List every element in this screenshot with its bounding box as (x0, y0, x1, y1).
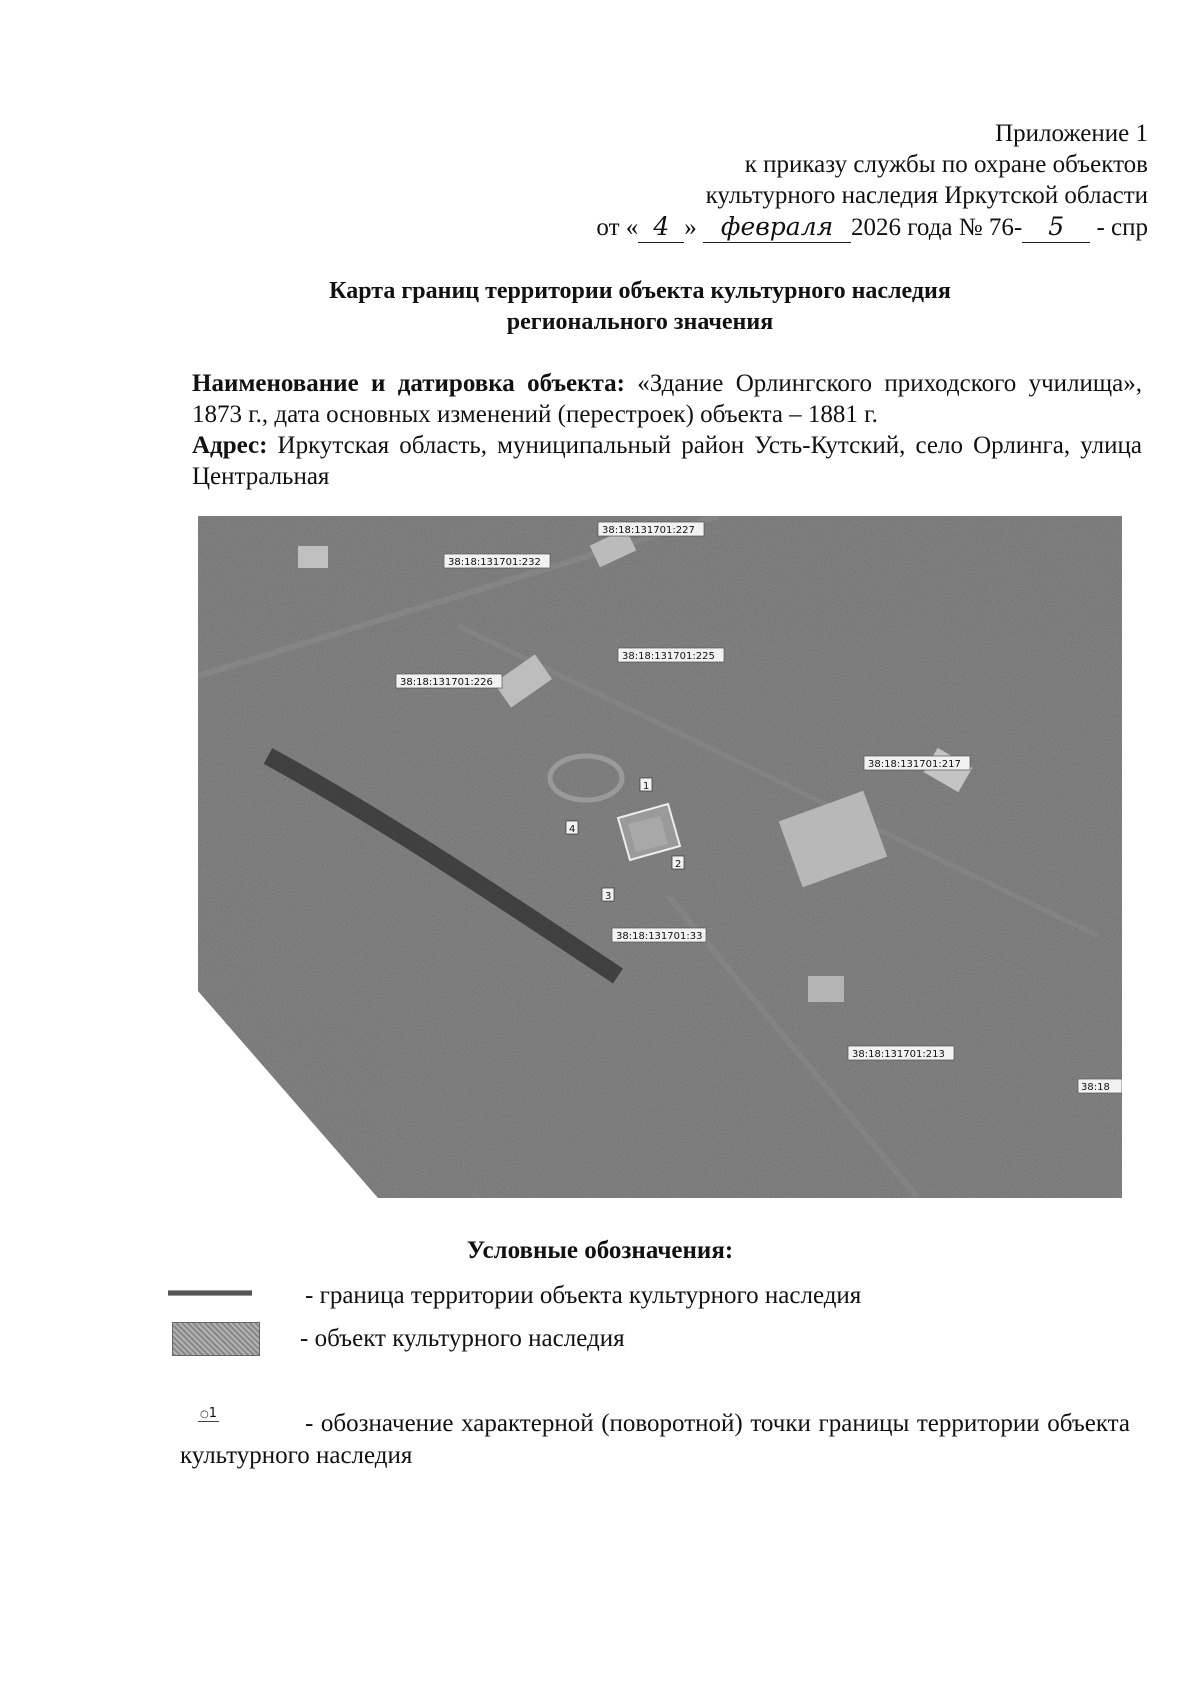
title-line-1: Карта границ территории объекта культурного наследия (329, 278, 951, 304)
appendix-line-1: Приложение 1 (995, 120, 1148, 147)
cadastral-map (198, 516, 1122, 1198)
date-mid: » (684, 214, 697, 241)
point-symbol-label: 1 (208, 1406, 218, 1421)
parcel-label: 38:18:131701:227 (602, 525, 695, 536)
boundary-point-label: 2 (675, 859, 682, 870)
parcel-label: 38:18:131701:225 (622, 651, 715, 662)
object-name (192, 368, 1142, 430)
object-address-label: Адрес: (192, 432, 268, 459)
appendix-line-3: культурного наследия Иркутской области (705, 182, 1148, 209)
order-suffix: - спр (1096, 214, 1148, 241)
parcel-label: 38:18:131701:226 (400, 677, 493, 688)
parcel-label: 38:18:131701:232 (448, 557, 541, 568)
boundary-line-symbol (168, 1290, 252, 1296)
object-name-value: «Здание Орлингского приходского училища», 1873 г., дата основных изменений (перестроек) объекта – 1881 г. (192, 370, 1142, 428)
document-title (260, 276, 1020, 338)
legend-point-text: - обозначение характерной (поворотной) точки границы территории объекта культурного наследия (180, 1410, 1130, 1469)
legend-title: Условные обозначения: (466, 1237, 734, 1264)
parcel-label: 38:18:131701:217 (868, 759, 961, 770)
boundary-point-label: 4 (569, 824, 576, 835)
boundary-point-label: 3 (605, 891, 612, 902)
date-month: февраля (703, 211, 851, 243)
appendix-header (596, 118, 1148, 243)
object-description (192, 368, 1142, 492)
parcel-label: 38:18:131701:213 (852, 1049, 945, 1060)
heritage-fill-symbol (172, 1322, 260, 1356)
date-prefix: от « (596, 214, 639, 241)
legend-object: - объект культурного наследия (300, 1325, 625, 1352)
object-address (192, 430, 1142, 492)
appendix-date-line (596, 211, 1148, 243)
point-symbol: ○1 (200, 1406, 218, 1421)
parcel-label: 38:18:131701:33 (616, 931, 703, 942)
boundary-point-label: 1 (643, 781, 650, 792)
object-address-value: Иркутская область, муниципальный район Усть-Кутский, село Орлинга, улица Центральная (192, 432, 1142, 490)
parcel-label: 38:18 (1081, 1082, 1110, 1093)
building-north (298, 546, 328, 568)
object-name-label: Наименование и датировка объекта: (192, 370, 625, 397)
building-south (808, 976, 844, 1002)
legend-point (180, 1408, 1130, 1472)
appendix-line-2: к приказу службы по охране объектов (744, 151, 1148, 178)
date-day: 4 (638, 211, 684, 243)
title-line-2: регионального значения (506, 309, 774, 335)
date-year: 2026 года № 76- (851, 214, 1023, 241)
legend-boundary: - граница территории объекта культурного наследия (305, 1282, 862, 1309)
order-number: 5 (1022, 211, 1090, 243)
